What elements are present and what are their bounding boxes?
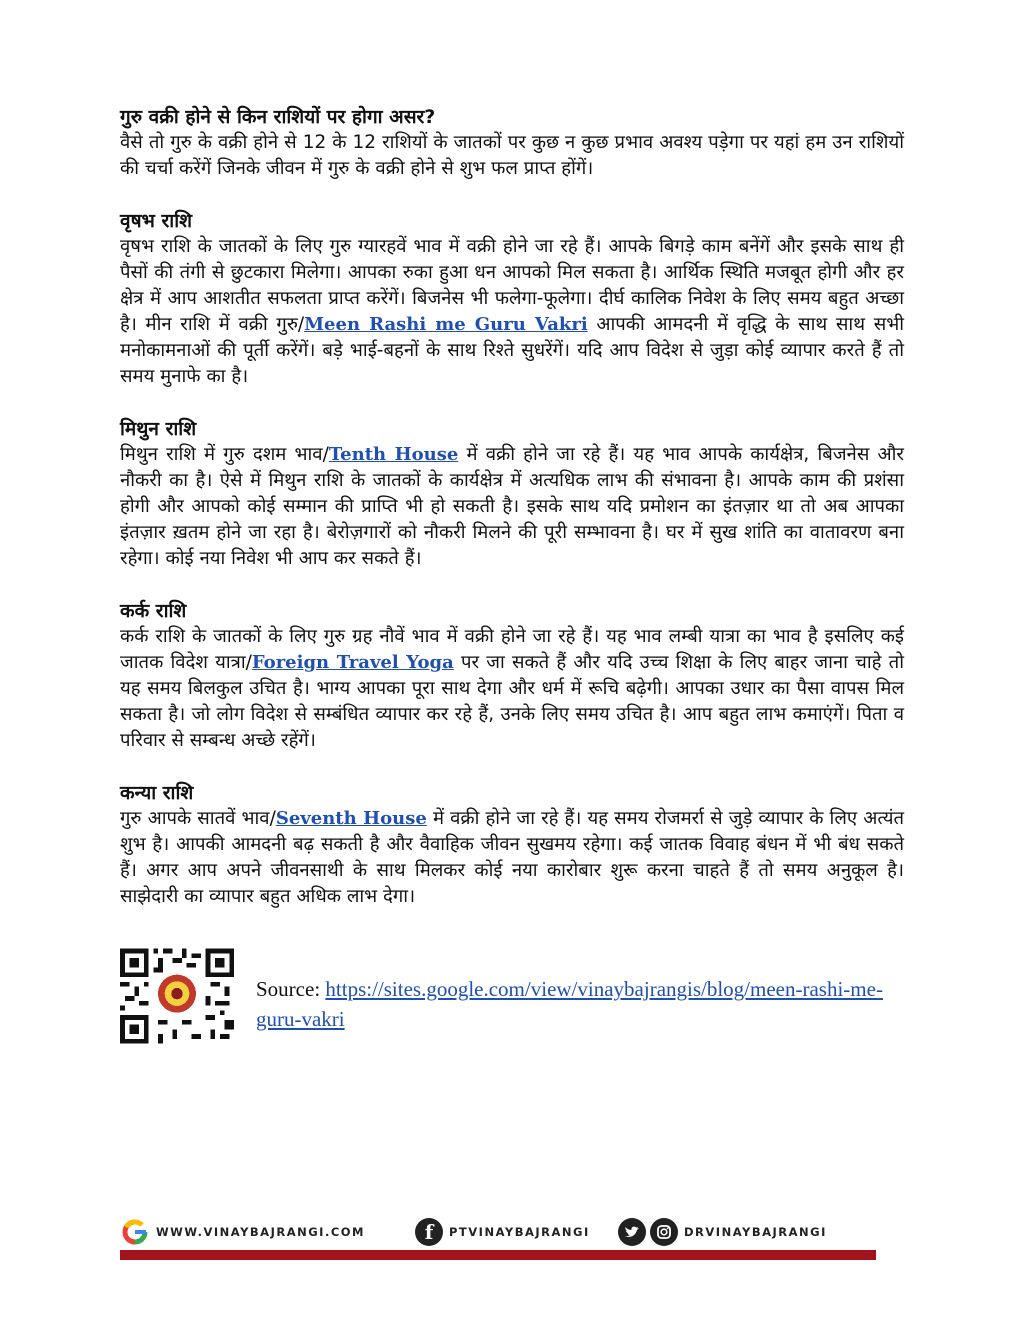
paragraph-text: मिथुन राशि में गुरु दशम भाव/ <box>120 444 329 465</box>
section-heading: वृषभ राशि <box>120 210 193 232</box>
article-body <box>120 104 904 910</box>
paragraph-text: में वक्री होने जा रहे हैं। यह भाव आपके कार्यक्षेत्र, बिजनेस और नौकरी का है। ऐसे में मिथुन राशि के जातकों के कार्यक्षेत्र में अत्यधिक लाभ की संभावना है। आपके काम की प्रशंसा होगी और आपको कोई सम्मान की प्राप्ति भी हो सकती है। इसके साथ यदि प्रमोशन का इंतज़ार था तो अब आपका इंतज़ार ख़तम होने जा रहा है। बेरोज़गारों को नौकरी मिलने की पूरी सम्भावना है। घर में सुख शांति का वातावरण बना रहेगा। कोई नया निवेश भी आप कर सकते हैं। <box>120 444 904 569</box>
footer-website[interactable] <box>120 1218 365 1246</box>
section-vrishabh <box>120 208 904 390</box>
tenth-house-link[interactable]: Tenth House <box>328 444 459 465</box>
facebook-handle: PTVINAYBAJRANGI <box>449 1225 590 1239</box>
foreign-travel-yoga-link[interactable]: Foreign Travel Yoga <box>251 652 454 673</box>
social-handle: DRVINAYBAJRANGI <box>684 1225 827 1239</box>
section-heading: मिथुन राशि <box>120 418 197 440</box>
website-text: WWW.VINAYBAJRANGI.COM <box>156 1225 365 1239</box>
seventh-house-link[interactable]: Seventh House <box>275 808 427 829</box>
section-heading: कन्या राशि <box>120 782 194 804</box>
source-label: Source: <box>256 977 326 1001</box>
footer-banner <box>120 1212 876 1264</box>
section-mithun <box>120 416 904 572</box>
paragraph-text: गुरु आपके सातवें भाव/ <box>120 808 276 829</box>
intro-paragraph: वैसे तो गुरु के वक्री होने से 12 के 12 राशियों के जातकों पर कुछ न कुछ प्रभाव अवश्य पड़ेगा पर यहां हम उन राशियों की चर्चा करेंगें जिनके जीवन में गुरु के वक्री होने से शुभ फल प्राप्त होंगें। <box>120 132 904 179</box>
twitter-icon <box>618 1218 646 1246</box>
paragraph-text: कर्क राशि के जातकों के लिए गुरु ग्रह नौवें भाव में वक्री होने जा रहे हैं। यह भाव लम्बी यात्रा का भाव है इसलिए कई जातक विदेश यात्रा/ <box>120 626 904 673</box>
section-kanya <box>120 780 904 910</box>
source-citation <box>256 974 906 1034</box>
meen-rashi-link[interactable]: Meen Rashi me Guru Vakri <box>304 314 588 335</box>
section-paragraph <box>120 442 904 572</box>
footer-facebook[interactable] <box>415 1218 590 1246</box>
facebook-icon: f <box>415 1218 443 1246</box>
source-url-link[interactable]: https://sites.google.com/view/vinaybajrangis/blog/meen-rashi-me-guru-vakri <box>256 977 883 1031</box>
instagram-icon <box>650 1218 678 1246</box>
paragraph-text: में वक्री होने जा रहे हैं। यह समय रोजमर्रा से जुड़े व्यापार के लिए अत्यंत शुभ है। आपकी आमदनी बढ़ सकती है और वैवाहिक जीवन सुखमय रहेगा। कई जातक विवाह बंधन में भी बंध सकते हैं। अगर आप अपने जीवनसाथी के साथ मिलकर कोई नया कारोबार शुरू करना चाहते हैं तो समय अनुकूल है। साझेदारी का व्यापार बहुत अधिक लाभ देगा। <box>120 808 904 907</box>
section-kark <box>120 598 904 754</box>
google-g-icon <box>120 1218 150 1246</box>
paragraph-text: वृषभ राशि के जातकों के लिए गुरु ग्यारहवें भाव में वक्री होने जा रहे हैं। आपके बिगड़े काम बनेंगें और इसके साथ ही पैसों की तंगी से छुटकारा मिलेगा। आपका रुका हुआ धन आपको मिल सकता है। आर्थिक स्थिति मजबूत होगी और हर क्षेत्र में आप आशतीत सफलता प्राप्त करेंगें। बिजनेस भी फलेगा-फूलेगा। दीर्घ कालिक निवेश के लिए समय बहुत अच्छा है। मीन राशि में वक्री गुरु/ <box>120 236 904 335</box>
source-block <box>120 948 910 1048</box>
section-paragraph <box>120 806 904 910</box>
footer-bar <box>120 1250 876 1260</box>
section-heading: कर्क राशि <box>120 600 187 622</box>
paragraph-text: पर जा सकते हैं और यदि उच्च शिक्षा के लिए बाहर जाना चाहे तो यह समय बिलकुल उचित है। भाग्य आपका पूरा साथ देगा और धर्म में रूचि बढ़ेगी। आपका उधार का पैसा वापस मिल सकता है। जो लोग विदेश से सम्बंधित व्यापार कर रहे हैं, उनके लिए समय उचित है। आप बहुत लाभ कमाएंगें। पिता व परिवार से सम्बन्ध अच्छे रहेंगें। <box>120 652 904 751</box>
section-paragraph <box>120 624 904 754</box>
qr-code-icon <box>120 948 234 1044</box>
intro-heading: गुरु वक्री होने से किन राशियों पर होगा असर? <box>120 106 436 128</box>
paragraph-text: आपकी आमदनी में वृद्धि के साथ साथ सभी मनोकामनाओं की पूर्ती करेंगें। बड़े भाई-बहनों के साथ रिश्ते सुधरेंगें। यदि आप विदेश से जुड़ा कोई व्यापार करते हैं तो समय मुनाफे का है। <box>120 314 905 387</box>
footer-social[interactable] <box>618 1218 827 1246</box>
section-paragraph <box>120 234 904 390</box>
